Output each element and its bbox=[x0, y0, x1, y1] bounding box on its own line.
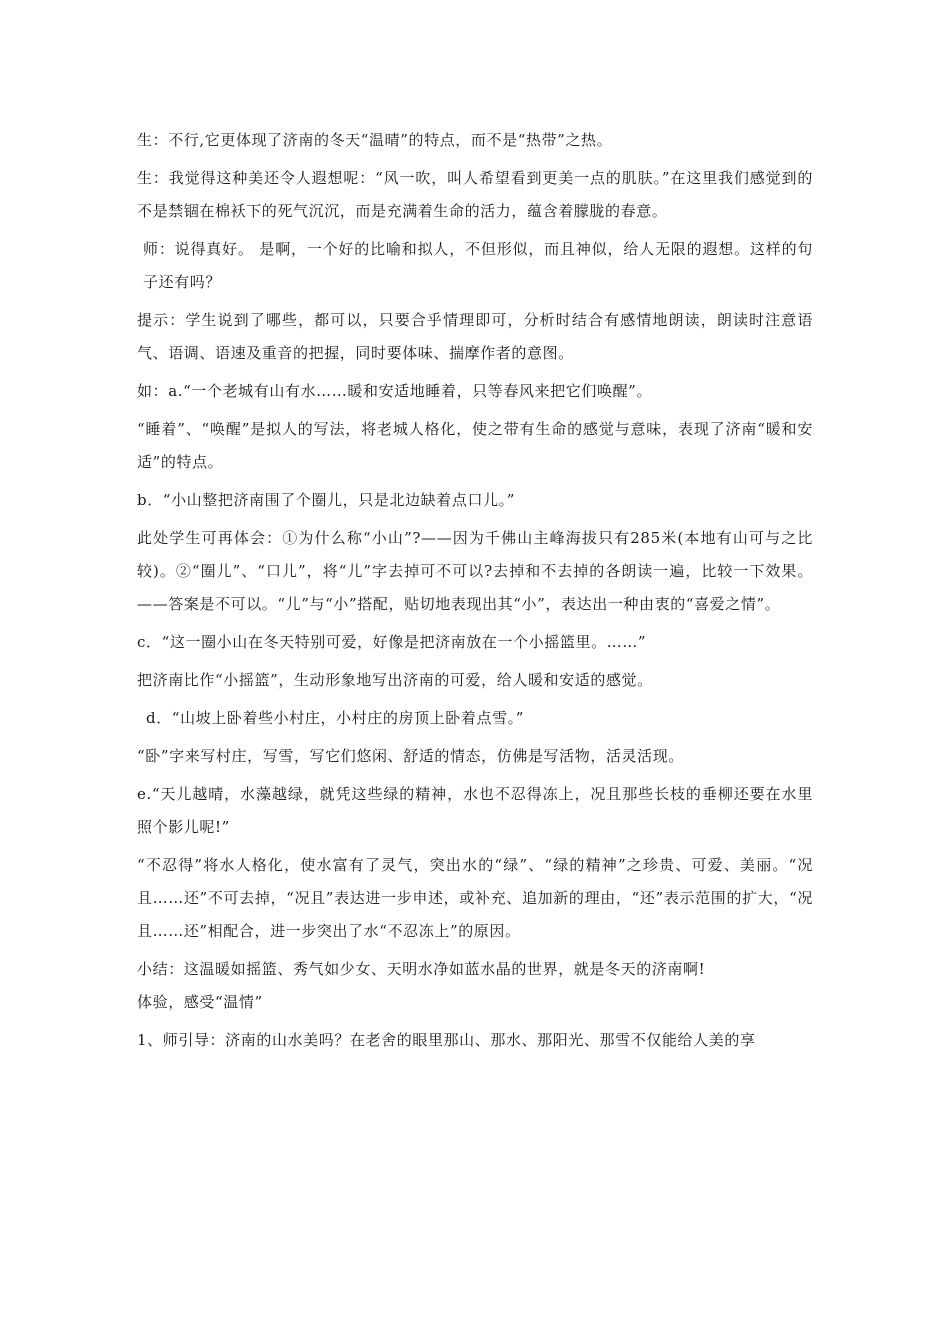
paragraph-example-a-analysis: “睡着”、“唤醒”是拟人的写法，将老城人格化，使之带有生命的感觉与意味，表现了济南“暖和安适”的特点。 bbox=[137, 420, 813, 471]
paragraph-example-c-analysis: 把济南比作“小摇篮”，生动形象地写出济南的可爱，给人暖和安适的感觉。 bbox=[137, 671, 653, 689]
paragraph-example-b-analysis: 此处学生可再体会：①为什么称“小山”?——因为千佛山主峰海拔只有285米(本地有山可与之比较)。②“圈儿”、“口儿”，将“儿”字去掉可不可以?去掉和不去掉的各朗读一遍，比较一下效果。——答案是不可以。“儿”与“小”搭配，贴切地表现出其“小”，表达出一种由衷的“喜爱之情”。 bbox=[137, 529, 813, 613]
paragraph-example-d-analysis: “卧”字来写村庄，写雪，写它们悠闲、舒适的情态，仿佛是写活物，活灵活现。 bbox=[137, 747, 684, 765]
document-body bbox=[137, 124, 813, 1062]
paragraph-example-e-analysis: “不忍得”将水人格化，使水富有了灵气，突出水的“绿”、“绿的精神”之珍贵、可爱、美丽。“况且……还”不可去掉，“况且”表达进一步申述，或补充、追加新的理由，“还”表示范围的扩大，“况且……还”相配合，进一步突出了水“不忍冻上”的原因。 bbox=[137, 856, 813, 940]
section-heading-experience: 体验，感受“温情” bbox=[137, 993, 263, 1011]
paragraph-student-reply-1: 生：不行,它更体现了济南的冬天“温晴”的特点，而不是“热带”之热。 bbox=[137, 131, 613, 149]
paragraph-example-e: e.“天儿越晴，水藻越绿，就凭这些绿的精神，水也不忍得冻上，况且那些长枝的垂柳还要在水里照个影儿呢!” bbox=[137, 785, 813, 836]
paragraph-teacher-guide: 1、师引导：济南的山水美吗？在老舍的眼里那山、那水、那阳光、那雪不仅能给人美的享 bbox=[137, 1031, 756, 1049]
paragraph-student-reply-2: 生：我觉得这种美还令人遐想呢：“风一吹，叫人希望看到更美一点的肌肤。”在这里我们感觉到的不是禁锢在棉袄下的死气沉沉，而是充满着生命的活力，蕴含着朦胧的春意。 bbox=[137, 169, 813, 220]
paragraph-teacher-comment: 师：说得真好。 是啊，一个好的比喻和拟人，不但形似，而且神似，给人无限的遐想。这样的句子还有吗？ bbox=[143, 240, 813, 291]
paragraph-hint: 提示：学生说到了哪些，都可以，只要合乎情理即可，分析时结合有感情地朗读，朗读时注意语气、语调、语速及重音的把握，同时要体味、揣摩作者的意图。 bbox=[137, 311, 813, 362]
paragraph-example-a: 如：a.“一个老城有山有水……暖和安适地睡着，只等春风来把它们唤醒”。 bbox=[137, 382, 653, 400]
paragraph-example-b: b．“小山整把济南围了个圈儿，只是北边缺着点口儿。” bbox=[137, 491, 516, 509]
paragraph-example-d: d．“山坡上卧着些小村庄，小村庄的房顶上卧着点雪。” bbox=[146, 709, 525, 727]
paragraph-example-c: c．“这一圈小山在冬天特别可爱，好像是把济南放在一个小摇篮里。……” bbox=[137, 633, 647, 651]
paragraph-summary: 小结：这温暖如摇篮、秀气如少女、天明水净如蓝水晶的世界，就是冬天的济南啊! bbox=[137, 960, 706, 978]
